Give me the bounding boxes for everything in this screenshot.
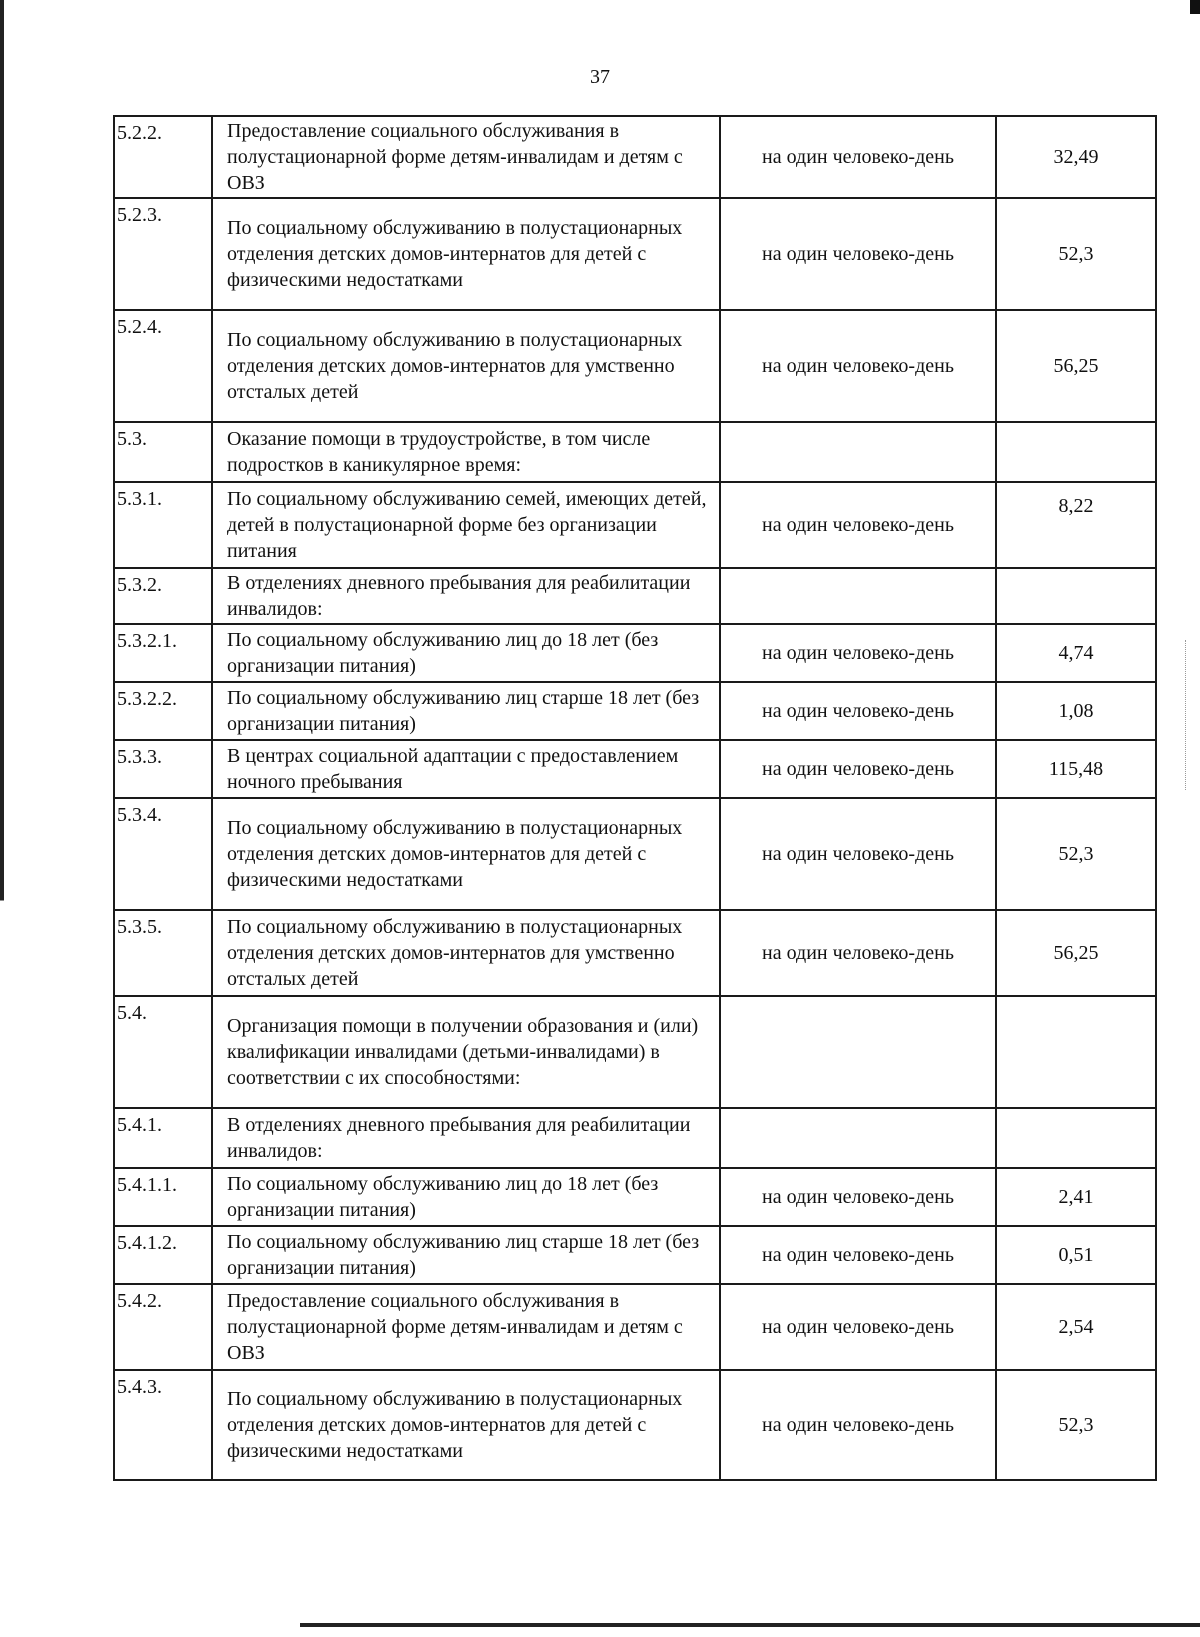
table-row [114,1226,1156,1284]
row-value: 115,48 [996,740,1156,798]
row-number: 5.4.1.2. [114,1226,212,1284]
row-name: По социальному обслуживанию лиц до 18 лет (без организации питания) [212,1168,720,1226]
row-value [996,996,1156,1108]
row-number: 5.3. [114,422,212,482]
row-name: В отделениях дневного пребывания для реабилитации инвалидов: [212,568,720,624]
row-name: По социальному обслуживанию в полустационарных отделения детских домов-интернатов для умственно отсталых детей [212,310,720,422]
row-name: В центрах социальной адаптации с предоставлением ночного пребывания [212,740,720,798]
table-row [114,1370,1156,1480]
table-row [114,996,1156,1108]
table-row [114,482,1156,568]
row-name: Предоставление социального обслуживания в полустационарной форме детям-инвалидам и детям с ОВЗ [212,116,720,198]
row-unit: на один человеко-день [720,682,996,740]
row-number: 5.4.1.1. [114,1168,212,1226]
row-value: 2,54 [996,1284,1156,1370]
row-unit [720,996,996,1108]
row-number: 5.2.3. [114,198,212,310]
row-unit: на один человеко-день [720,482,996,568]
row-unit: на один человеко-день [720,116,996,198]
row-number: 5.3.4. [114,798,212,910]
table-row [114,682,1156,740]
tariff-table [113,115,1157,1481]
row-number: 5.3.2.2. [114,682,212,740]
table-row [114,1284,1156,1370]
row-value: 4,74 [996,624,1156,682]
scan-artifact [1184,640,1186,790]
row-unit: на один человеко-день [720,1370,996,1480]
row-unit [720,568,996,624]
table-row [114,568,1156,624]
table-row [114,910,1156,996]
row-unit [720,422,996,482]
row-number: 5.3.2. [114,568,212,624]
row-name: По социальному обслуживанию семей, имеющих детей, детей в полустационарной форме без организации питания [212,482,720,568]
row-unit: на один человеко-день [720,1168,996,1226]
row-number: 5.3.3. [114,740,212,798]
table-row [114,740,1156,798]
row-value: 32,49 [996,116,1156,198]
table-row [114,624,1156,682]
table-row [114,1108,1156,1168]
row-number: 5.3.1. [114,482,212,568]
row-number: 5.3.5. [114,910,212,996]
row-value: 52,3 [996,1370,1156,1480]
row-unit: на один человеко-день [720,798,996,910]
scan-edge-bottom [300,1623,1200,1627]
row-number: 5.4.1. [114,1108,212,1168]
row-value: 56,25 [996,910,1156,996]
row-name: По социальному обслуживанию в полустационарных отделения детских домов-интернатов для детей с физическими недостатками [212,198,720,310]
scan-edge-left [0,0,4,1637]
row-unit: на один человеко-день [720,310,996,422]
row-number: 5.4.3. [114,1370,212,1480]
row-value: 2,41 [996,1168,1156,1226]
row-unit: на один человеко-день [720,624,996,682]
page-number: 37 [590,66,610,88]
table-row [114,1168,1156,1226]
scan-corner-mark [1190,0,1200,14]
row-name: Предоставление социального обслуживания в полустационарной форме детям-инвалидам и детям с ОВЗ [212,1284,720,1370]
row-number: 5.4. [114,996,212,1108]
row-name: В отделениях дневного пребывания для реабилитации инвалидов: [212,1108,720,1168]
row-name: По социальному обслуживанию в полустационарных отделения детских домов-интернатов для детей с физическими недостатками [212,1370,720,1480]
row-number: 5.2.2. [114,116,212,198]
table-row [114,422,1156,482]
row-name: По социальному обслуживанию лиц старше 18 лет (без организации питания) [212,682,720,740]
row-unit: на один человеко-день [720,910,996,996]
row-name: По социальному обслуживанию в полустационарных отделения детских домов-интернатов для умственно отсталых детей [212,910,720,996]
table-row [114,116,1156,198]
row-name: По социальному обслуживанию лиц до 18 лет (без организации питания) [212,624,720,682]
row-value: 52,3 [996,198,1156,310]
table-row [114,798,1156,910]
row-value: 0,51 [996,1226,1156,1284]
row-value: 56,25 [996,310,1156,422]
row-number: 5.2.4. [114,310,212,422]
row-name: По социальному обслуживанию лиц старше 18 лет (без организации питания) [212,1226,720,1284]
row-name: Организация помощи в получении образования и (или) квалификации инвалидами (детьми-инвалидами) в соответствии с их способностями: [212,996,720,1108]
row-number: 5.3.2.1. [114,624,212,682]
row-unit [720,1108,996,1168]
row-number: 5.4.2. [114,1284,212,1370]
row-unit: на один человеко-день [720,1284,996,1370]
row-value: 8,22 [996,482,1156,568]
row-value: 1,08 [996,682,1156,740]
row-value [996,568,1156,624]
row-unit: на один человеко-день [720,740,996,798]
row-value [996,422,1156,482]
table-row [114,198,1156,310]
row-unit: на один человеко-день [720,1226,996,1284]
row-value [996,1108,1156,1168]
table-row [114,310,1156,422]
row-name: По социальному обслуживанию в полустационарных отделения детских домов-интернатов для детей с физическими недостатками [212,798,720,910]
row-name: Оказание помощи в трудоустройстве, в том числе подростков в каникулярное время: [212,422,720,482]
row-unit: на один человеко-день [720,198,996,310]
row-value: 52,3 [996,798,1156,910]
